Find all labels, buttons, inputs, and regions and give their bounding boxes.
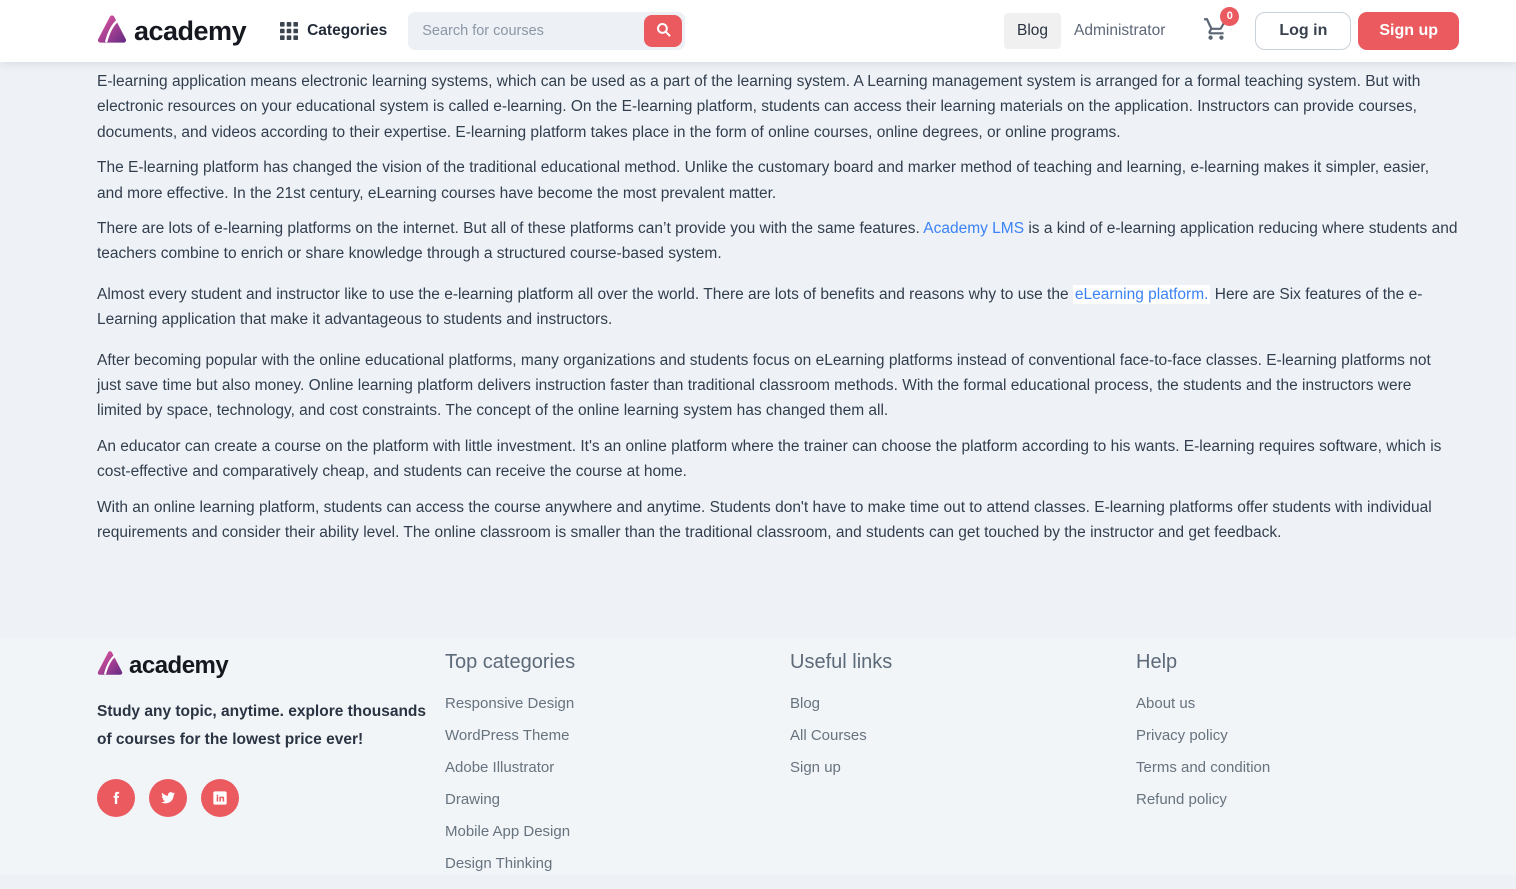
footer-link-responsive-design[interactable]: Responsive Design	[445, 694, 575, 712]
cart-count-badge: 0	[1220, 7, 1239, 26]
cart-icon	[1203, 29, 1229, 46]
academy-lms-link[interactable]: Academy LMS	[923, 220, 1025, 238]
search-button[interactable]	[644, 15, 682, 47]
footer-column-useful-links	[790, 647, 1136, 790]
article-paragraph	[97, 155, 1459, 206]
footer-list-item	[445, 790, 790, 809]
twitter-icon	[159, 789, 177, 807]
footer-link-wordpress-theme[interactable]: WordPress Theme	[445, 726, 570, 744]
footer-list-item	[790, 758, 1136, 777]
paragraph-text: After becoming popular with the online educational platforms, many organizations and students focus on eLearning platforms instead of conventional face-to-face classes. E-learning platforms not just save time but also money. Online learning platform delivers instruction faster than traditional classroom methods. With the formal educational process, the students and the instructors were limited by space, technology, and cost constraints. The concept of the online learning system has changed them all.	[97, 351, 1431, 420]
categories-label: Categories	[307, 22, 388, 39]
footer-column-help	[1136, 647, 1481, 822]
twitter-button[interactable]	[149, 779, 187, 817]
categories-grid-icon	[280, 22, 298, 40]
footer-academy-logo-icon	[97, 650, 123, 681]
social-links	[97, 779, 445, 817]
footer-link-design-thinking[interactable]: Design Thinking	[445, 854, 553, 872]
footer-logo[interactable]	[97, 650, 445, 681]
logo[interactable]	[97, 14, 246, 49]
footer-column-title: Help	[1136, 650, 1178, 673]
footer-list-item	[445, 694, 790, 713]
blog-article-body	[97, 62, 1459, 638]
paragraph-text: An educator can create a course on the platform with little investment. It's an online platform where the trainer can choose the platform according to his wants. E-learning requires software, which is cost-effective and comparatively cheap, and students can receive the course at home.	[97, 437, 1442, 481]
article-paragraph	[97, 495, 1459, 546]
footer-list-item	[1136, 694, 1481, 713]
footer-list-item	[445, 854, 790, 873]
elearning-platform-link[interactable]: eLearning platform.	[1074, 285, 1209, 303]
footer-link-mobile-app-design[interactable]: Mobile App Design	[445, 822, 571, 840]
facebook-icon	[108, 790, 124, 806]
footer-link-drawing[interactable]: Drawing	[445, 790, 501, 808]
cart-button[interactable]	[1203, 10, 1233, 47]
search-icon	[655, 21, 672, 41]
paragraph-text: There are lots of e-learning platforms on the internet. But all of these platforms can’t provide you with the same features.	[97, 220, 924, 238]
nav-administrator[interactable]: Administrator	[1074, 22, 1166, 39]
article-paragraph	[97, 348, 1459, 424]
footer-link-all-courses[interactable]: All Courses	[790, 726, 867, 744]
footer-logo-text: academy	[129, 651, 229, 679]
top-navbar	[0, 0, 1516, 62]
footer-link-adobe-illustrator[interactable]: Adobe Illustrator	[445, 758, 555, 776]
paragraph-text: E-learning application means electronic learning systems, which can be used as a part of the learning system. A Learning management system is arranged for a formal teaching system. But with electronic resources on your educational system is called e-learning. On the E-learning platform, students can access their learning materials on the application. Instructors can provide courses, documents, and videos according to their expertise. E-learning platform takes place in the form of online courses, online degrees, or online programs.	[97, 73, 1421, 141]
paragraph-text: With an online learning platform, students can access the course anywhere and anytime. Students don't have to make time out to attend classes. E-learning platforms offer students with individual requirements and consider their ability level. The online classroom is smaller than the traditional classroom, and students can get touched by the instructor and get feedback.	[97, 498, 1432, 542]
logo-text: academy	[134, 15, 247, 46]
footer-column-top-categories	[445, 647, 790, 886]
login-button[interactable]: Log in	[1255, 12, 1351, 50]
article-paragraph	[97, 69, 1459, 145]
footer-column-title: Useful links	[790, 650, 893, 673]
footer-list-item	[445, 822, 790, 841]
footer-brand-column	[97, 647, 445, 817]
paragraph-text: is a kind of e-learning application reducing where students and teachers combine to enrich or share knowledge through a structured course-based system.	[97, 220, 1458, 263]
footer	[0, 638, 1516, 875]
article-paragraph	[97, 282, 1459, 333]
footer-list-item	[445, 758, 790, 777]
paragraph-text: The E-learning platform has changed the vision of the traditional educational method. Unlike the customary board and marker method of teaching and learning, e-learning makes it simpler, easier, and more effective. In the 21st century, eLearning courses have become the most prevalent matter.	[97, 159, 1430, 202]
paragraph-text: Almost every student and instructor like to use the e-learning platform all over the world. There are lots of benefits and reasons why to use the	[97, 285, 1073, 303]
footer-link-refund-policy[interactable]: Refund policy	[1136, 790, 1227, 808]
footer-list-item	[445, 726, 790, 745]
paragraph-text: Here are Six features of the e-Learning application that make it advantageous to students and instructors.	[97, 285, 1423, 329]
linkedin-button[interactable]	[201, 779, 239, 817]
footer-link-blog[interactable]: Blog	[790, 694, 821, 712]
footer-column-title: Top categories	[445, 650, 576, 673]
footer-link-sign-up[interactable]: Sign up	[790, 758, 841, 776]
categories-button[interactable]	[280, 22, 387, 40]
footer-list-item	[790, 726, 1136, 745]
nav-blog[interactable]: Blog	[1004, 13, 1061, 49]
article-paragraph	[97, 216, 1459, 267]
footer-list-item	[1136, 758, 1481, 777]
footer-list-item	[1136, 790, 1481, 809]
footer-list-item	[1136, 726, 1481, 745]
linkedin-icon	[212, 790, 228, 806]
facebook-button[interactable]	[97, 779, 135, 817]
footer-link-about-us[interactable]: About us	[1136, 694, 1196, 712]
academy-logo-icon	[97, 14, 127, 49]
footer-link-terms-and-condition[interactable]: Terms and condition	[1136, 758, 1271, 776]
footer-link-privacy-policy[interactable]: Privacy policy	[1136, 726, 1228, 744]
search-bar	[408, 12, 685, 50]
signup-button[interactable]: Sign up	[1358, 12, 1459, 50]
footer-tagline: Study any topic, anytime. explore thousands of courses for the lowest price ever!	[97, 702, 427, 748]
article-paragraph	[97, 434, 1459, 485]
footer-list-item	[790, 694, 1136, 713]
